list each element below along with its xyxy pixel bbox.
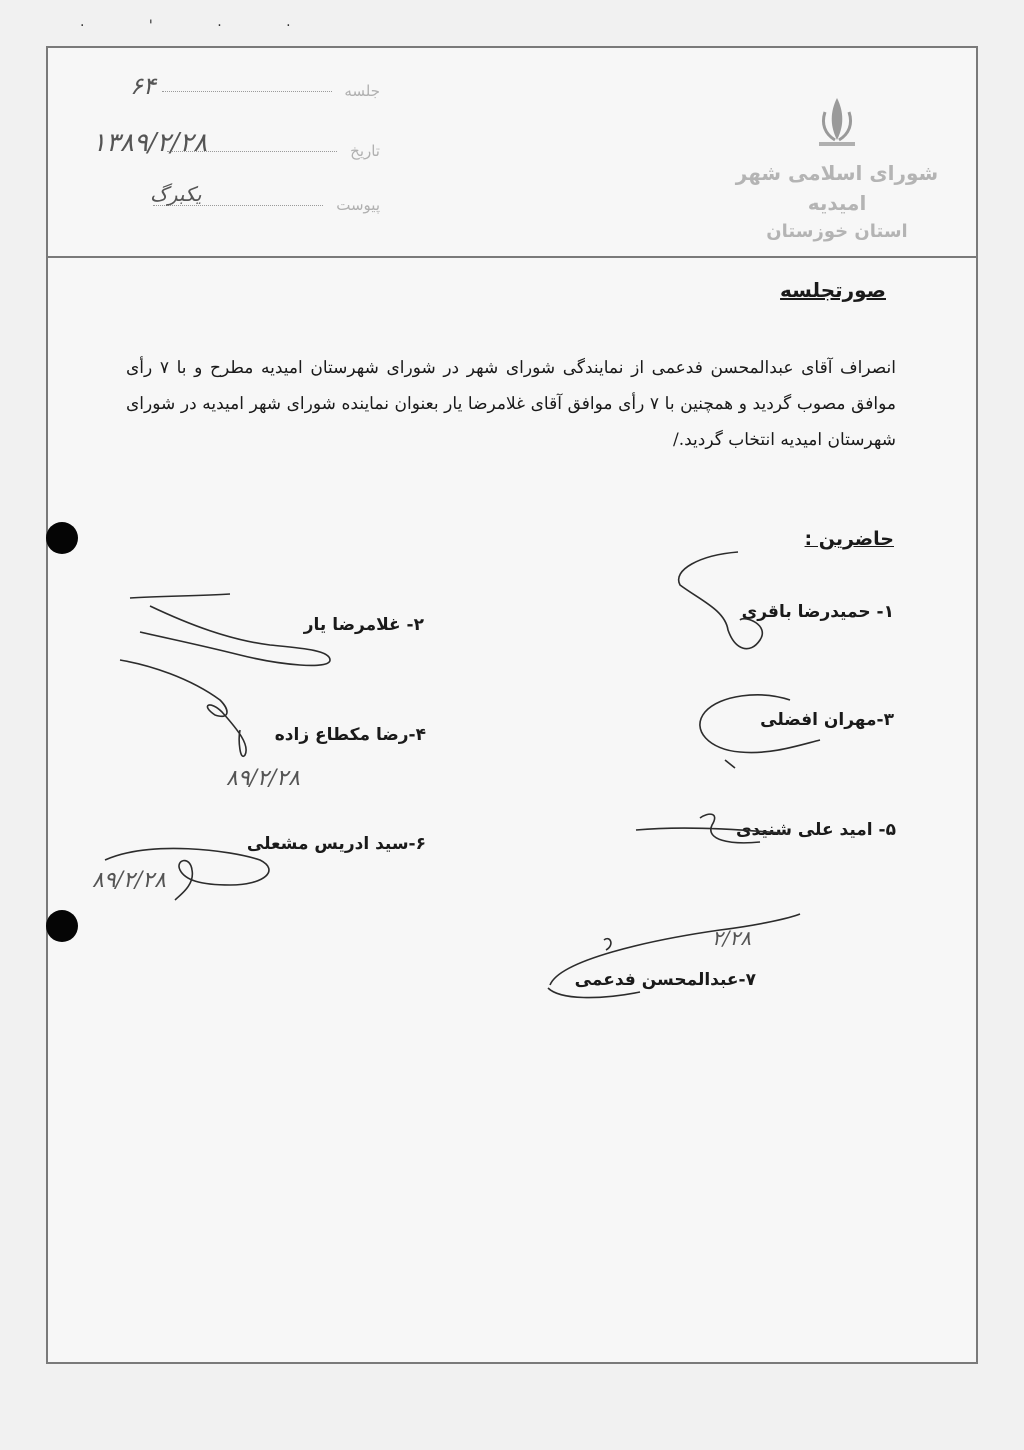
binder-hole-bottom bbox=[46, 910, 78, 942]
iran-emblem-icon bbox=[807, 90, 867, 150]
document-title: صورتجلسه bbox=[780, 278, 886, 302]
date-label: تاریخ bbox=[350, 142, 380, 160]
sig6-date: ۸۹/۲/۲۸ bbox=[92, 868, 166, 893]
attachment-label: پیوست bbox=[336, 196, 380, 214]
session-row bbox=[162, 82, 380, 100]
session-dots bbox=[162, 91, 332, 92]
date-value: ۱۳۸۹/۲/۲۸ bbox=[92, 128, 208, 158]
document-body: انصراف آقای عبدالمحسن فدعمی از نمایندگی شورای شهر در شورای شهرستان امیدیه مطرح و با ۷ رأی موافق مصوب گردید و همچنین با ۷ رأی موافق آقای غلامرضا یار بعنوان نماینده شورای شهر امیدیه در شورای شهرستان امیدیه انتخاب گردید./ bbox=[126, 358, 896, 450]
attendee-4: ۴-رضا مکطاع زاده bbox=[274, 725, 426, 745]
council-name: شورای اسلامی شهر امیدیه bbox=[735, 161, 939, 215]
attendee-6: ۶-سید ادریس مشعلی bbox=[246, 834, 426, 854]
header-divider bbox=[46, 256, 978, 258]
attendees-heading: حاضرین : bbox=[804, 528, 894, 550]
attendee-2: ۲- غلامرضا یار bbox=[303, 615, 424, 635]
sig4-date: ۸۹/۲/۲۸ bbox=[226, 766, 300, 791]
attendee-5: ۵- امید علی شنیدی bbox=[735, 820, 896, 840]
binder-hole-top bbox=[46, 522, 78, 554]
letterhead bbox=[722, 90, 952, 246]
attendee-7: ۷-عبدالمحسن فدعمی bbox=[574, 970, 756, 990]
session-label: جلسه bbox=[344, 82, 380, 100]
attachment-value: یکبرگ bbox=[150, 182, 202, 206]
province-name: استان خوزستان bbox=[766, 221, 908, 242]
scan-artifact-marks: · ' · · bbox=[80, 18, 321, 34]
attendee-3: ۳-مهران افضلی bbox=[760, 710, 894, 730]
document-meta bbox=[80, 70, 380, 220]
sig7-date: ۲/۲۸ bbox=[712, 926, 751, 950]
session-number: ۶۴ bbox=[130, 72, 156, 100]
attendee-1: ۱- حمیدرضا باقری bbox=[741, 602, 894, 622]
